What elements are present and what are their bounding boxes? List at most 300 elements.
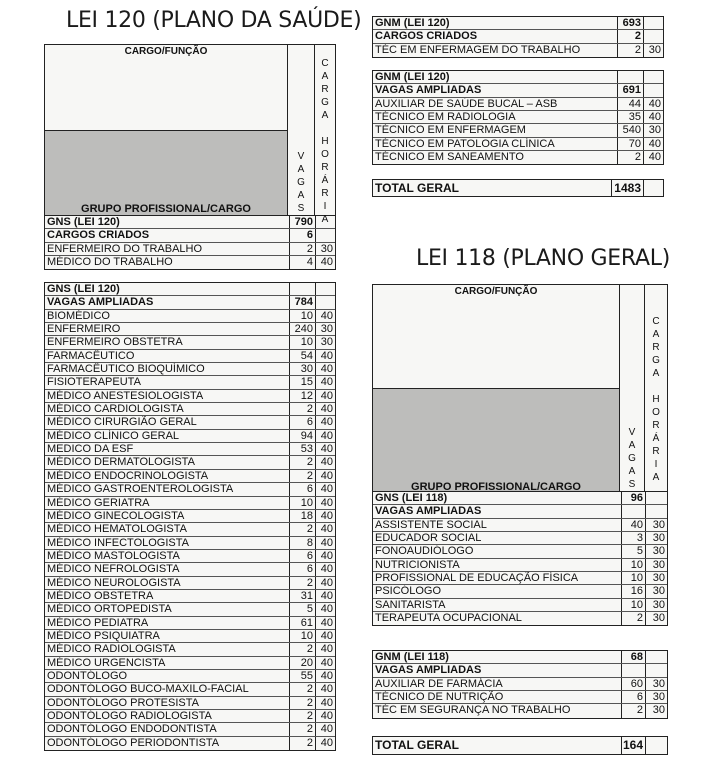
table-row — [45, 456, 335, 469]
heading-lei118: LEI 118 (PLANO GERAL) — [416, 246, 670, 271]
grupo-profissional-label: GRUPO PROFISSIONAL/CARGO — [411, 480, 581, 493]
cargo-label: MÉDICO CLÍNICO GERAL — [47, 429, 180, 442]
header-letter: G — [652, 355, 660, 366]
vagas-cell: 693 — [617, 17, 643, 29]
carga-horaria-cell: 40 — [315, 390, 335, 402]
carga-horaria-cell: 30 — [645, 599, 667, 611]
total-label: TOTAL GERAL — [375, 738, 459, 752]
cargo-label: TÉC EM ENFERMAGEM DO TRABALHO — [375, 43, 581, 56]
carga-horaria-cell: 40 — [315, 577, 335, 589]
carga-horaria-cell — [645, 651, 667, 663]
total-vagas: 1483 — [611, 180, 643, 196]
cargo-label: ODONTÓLOGO BUCO-MAXILO-FACIAL — [47, 683, 249, 696]
cargo-label: FONOAUDIÓLOGO — [375, 545, 474, 558]
carga-horaria-cell: 30 — [643, 124, 663, 136]
header-letter: A — [628, 466, 636, 477]
header-letter: R — [321, 188, 329, 199]
cargo-label: MÉDICO DO TRABALHO — [47, 256, 173, 269]
cargo-label: MÉDICO PEDIATRA — [47, 616, 149, 629]
carga-horaria-cell: 40 — [315, 723, 335, 735]
lei120-gns-vagas-ampliadas-table — [44, 282, 336, 751]
table-row — [45, 430, 335, 443]
carga-horaria-cell: 40 — [315, 403, 335, 415]
carga-horaria-cell: 40 — [643, 138, 663, 150]
carga-horaria-cell — [643, 71, 663, 83]
header-letter: R — [652, 342, 660, 353]
table-row — [45, 563, 335, 576]
carga-horaria-cell: 40 — [643, 151, 663, 164]
carga-horaria-cell: 40 — [643, 98, 663, 110]
cargo-label: AUXILIAR DE FARMÁCIA — [375, 677, 503, 690]
cargo-label: TÉCNICO DE NUTRIÇÃO — [375, 691, 504, 704]
table-row — [45, 510, 335, 523]
table-row — [45, 577, 335, 590]
cargo-label: ODONTÓLOGO PROTESISTA — [47, 696, 199, 709]
vagas-cell: 2 — [617, 151, 643, 164]
vagas-cell: 2 — [289, 643, 315, 655]
carga-horaria-column-header — [314, 45, 335, 225]
table-row — [45, 376, 335, 389]
vagas-cell: 40 — [621, 519, 645, 531]
vagas-cell: 2 — [617, 44, 643, 57]
cargo-label: BIOMÉDICO — [47, 309, 110, 322]
cargo-label: CARGOS CRIADOS — [375, 30, 478, 43]
table-row — [45, 497, 335, 510]
table-row — [373, 111, 663, 124]
table-row — [45, 470, 335, 483]
vagas-cell: 2 — [289, 723, 315, 735]
carga-horaria-column-header — [644, 285, 667, 491]
carga-horaria-cell — [645, 505, 667, 517]
total-carga — [645, 737, 667, 754]
table-row — [45, 657, 335, 670]
carga-horaria-cell — [643, 17, 663, 29]
vagas-cell — [621, 664, 645, 676]
table-row — [45, 296, 335, 309]
vagas-cell: 2 — [617, 30, 643, 42]
carga-horaria-cell: 30 — [645, 545, 667, 557]
carga-horaria-cell: 30 — [315, 243, 335, 255]
table-row — [373, 124, 663, 137]
cargo-label: ENFERMEIRO — [47, 323, 121, 336]
header-letter: C — [321, 58, 329, 69]
vagas-cell: 61 — [289, 617, 315, 629]
header-letter: A — [652, 472, 660, 483]
cargo-label: MÉDICO HEMATOLOGISTA — [47, 523, 187, 536]
cargo-label: ODONTÓLOGO ENDODONTISTA — [47, 723, 217, 736]
carga-horaria-cell: 30 — [645, 559, 667, 571]
cargo-label: MÉDICO OBSTETRA — [47, 589, 154, 602]
carga-horaria-cell: 40 — [315, 256, 335, 269]
vagas-cell: 2 — [289, 683, 315, 695]
header-letter: O — [321, 149, 329, 160]
table-row — [373, 492, 667, 505]
vagas-cell: 31 — [289, 590, 315, 602]
carga-horaria-cell: 40 — [315, 563, 335, 575]
table-row — [45, 590, 335, 603]
vagas-cell: 10 — [289, 497, 315, 509]
header-letter: R — [652, 446, 660, 457]
vagas-cell: 784 — [289, 296, 315, 308]
carga-horaria-cell: 40 — [643, 111, 663, 123]
cargo-label: FISIOTERAPEUTA — [47, 376, 141, 389]
vagas-cell: 2 — [289, 243, 315, 255]
vagas-cell: 240 — [289, 323, 315, 335]
table-row — [45, 617, 335, 630]
carga-horaria-cell: 30 — [645, 612, 667, 625]
header-letter: H — [652, 394, 660, 405]
table-row — [45, 603, 335, 616]
vagas-cell: 6 — [289, 550, 315, 562]
table-row — [373, 44, 663, 57]
cargo-label: MÉDICO CARDIOLOGISTA — [47, 403, 184, 416]
table-row — [373, 572, 667, 585]
table-row — [45, 310, 335, 323]
carga-horaria-cell — [643, 30, 663, 42]
cargo-label: FARMACÊUTICO BIOQUÍMICO — [47, 363, 205, 376]
cargo-label: PSICÓLOGO — [375, 585, 442, 598]
cargo-label: ODONTÓLOGO — [47, 669, 128, 682]
cargo-funcao-label: CARGO/FUNÇÃO — [373, 285, 619, 389]
vagas-cell: 44 — [617, 98, 643, 110]
table-row — [45, 630, 335, 643]
vagas-cell — [621, 505, 645, 517]
table-row — [373, 585, 667, 598]
table-row — [373, 545, 667, 558]
table-row — [373, 151, 663, 164]
header-letter: A — [652, 368, 660, 379]
carga-horaria-cell: 40 — [315, 310, 335, 322]
vagas-cell: 10 — [289, 630, 315, 642]
vagas-cell: 94 — [289, 430, 315, 442]
carga-horaria-cell: 40 — [315, 523, 335, 535]
vagas-cell: 2 — [621, 704, 645, 717]
vagas-cell: 691 — [617, 84, 643, 96]
lei118-gns-table — [372, 284, 668, 626]
cargo-label: SANITARISTA — [375, 598, 446, 611]
vagas-cell: 18 — [289, 510, 315, 522]
cargo-label: MÉDICO GERIATRA — [47, 496, 150, 509]
vagas-cell — [617, 71, 643, 83]
carga-horaria-cell: 40 — [315, 617, 335, 629]
carga-horaria-cell: 30 — [645, 678, 667, 690]
table-row — [373, 651, 667, 664]
cargo-label: ODONTÓLOGO RADIOLOGISTA — [47, 710, 212, 722]
cargo-label: GNS (LEI 120) — [47, 216, 120, 228]
cargo-label: VAGAS AMPLIADAS — [375, 84, 482, 97]
table-row — [45, 683, 335, 696]
cargo-label: ASSISTENTE SOCIAL — [375, 518, 487, 531]
header-letter: Á — [652, 433, 660, 444]
carga-horaria-cell: 30 — [645, 519, 667, 531]
vagas-cell: 53 — [289, 443, 315, 455]
vagas-cell: 2 — [289, 710, 315, 722]
total-row — [373, 180, 663, 196]
table-row — [373, 84, 663, 97]
total-carga — [643, 180, 663, 196]
total-row — [373, 737, 667, 754]
table-row — [45, 723, 335, 736]
header-letter: R — [652, 420, 660, 431]
cargo-label: TÉCNICO EM SANEAMENTO — [375, 151, 524, 164]
header-letter: H — [321, 136, 329, 147]
header-letter: A — [321, 110, 329, 121]
header-letter: V — [628, 427, 636, 438]
vagas-cell: 30 — [289, 363, 315, 375]
cargo-label: VAGAS AMPLIADAS — [47, 296, 154, 309]
vagas-cell: 15 — [289, 376, 315, 388]
cargo-label: MÉDICO URGENCISTA — [47, 656, 166, 669]
carga-horaria-cell: 30 — [645, 704, 667, 717]
table-row — [45, 670, 335, 683]
table-row — [373, 519, 667, 532]
carga-horaria-cell: 40 — [315, 683, 335, 695]
cargo-label: ENFERMEIRO OBSTETRA — [47, 336, 183, 349]
table-row — [45, 523, 335, 536]
header-letter: S — [628, 479, 636, 490]
table-row — [373, 599, 667, 612]
vagas-cell: 2 — [289, 697, 315, 709]
cargo-label: GNM (LEI 120) — [375, 17, 450, 29]
carga-horaria-cell: 40 — [315, 657, 335, 669]
cargo-label: MÉDICO PSIQUIATRA — [47, 629, 160, 642]
cargo-label: MÉDICO ANESTESIOLOGISTA — [47, 389, 204, 402]
vagas-cell: 8 — [289, 537, 315, 549]
table-row — [45, 697, 335, 710]
table-row — [373, 691, 667, 704]
lei120-gnm-vagas-ampliadas-table — [372, 70, 664, 165]
table-row — [373, 505, 667, 518]
cargo-label: MÉDICO NEUROLOGISTA — [47, 576, 181, 589]
table-row — [45, 737, 335, 750]
carga-horaria-cell — [315, 283, 335, 295]
header-letter: G — [321, 97, 329, 108]
header-letter: O — [652, 407, 660, 418]
table-row — [373, 532, 667, 545]
carga-horaria-cell: 40 — [315, 737, 335, 750]
vagas-cell: 54 — [289, 350, 315, 362]
carga-horaria-cell: 30 — [645, 572, 667, 584]
table-row — [45, 256, 335, 269]
table-row — [373, 98, 663, 111]
carga-horaria-cell — [315, 229, 335, 241]
vagas-cell: 68 — [621, 651, 645, 663]
total-label: TOTAL GERAL — [375, 181, 459, 195]
cargo-label: TÉCNICO EM PATOLOGIA CLÍNICA — [375, 137, 555, 150]
vagas-cell: 540 — [617, 124, 643, 136]
table-row — [45, 216, 335, 229]
table-row — [373, 138, 663, 151]
header-letter — [652, 380, 660, 393]
vagas-cell: 4 — [289, 256, 315, 269]
vagas-cell: 2 — [621, 612, 645, 625]
carga-horaria-cell: 40 — [315, 497, 335, 509]
carga-horaria-cell: 30 — [645, 691, 667, 703]
carga-horaria-cell: 40 — [315, 376, 335, 388]
carga-horaria-cell: 30 — [643, 44, 663, 57]
header-letter: G — [628, 453, 636, 464]
cargo-label: TÉCNICO EM ENFERMAGEM — [375, 124, 526, 137]
vagas-cell — [289, 283, 315, 295]
vagas-cell: 6 — [289, 229, 315, 241]
cargo-label: MÉDICO ENDOCRINOLOGISTA — [47, 469, 209, 482]
cargo-label: MÉDICO DERMATOLOGISTA — [47, 456, 195, 469]
table-row — [373, 612, 667, 625]
carga-horaria-cell: 30 — [315, 336, 335, 348]
header-letter: V — [297, 151, 305, 162]
carga-horaria-cell: 40 — [315, 483, 335, 495]
carga-horaria-cell: 30 — [645, 532, 667, 544]
table-row — [373, 664, 667, 677]
group-header-shaded — [45, 131, 287, 216]
carga-horaria-cell: 40 — [315, 710, 335, 722]
cargo-label: GNS (LEI 118) — [375, 492, 448, 504]
carga-horaria-cell: 40 — [315, 510, 335, 522]
cargo-label: MÉDICO ORTOPEDISTA — [47, 603, 172, 616]
cargo-label: TERAPEUTA OCUPACIONAL — [375, 612, 522, 625]
group-header-shaded — [373, 389, 619, 492]
header-letter: C — [652, 316, 660, 327]
table-row — [45, 336, 335, 349]
vagas-cell: 6 — [621, 691, 645, 703]
header-letter: A — [321, 214, 329, 225]
carga-horaria-cell: 40 — [315, 363, 335, 375]
cargo-label: VAGAS AMPLIADAS — [375, 664, 482, 677]
header-letter — [321, 122, 329, 135]
cargo-label: TÉCNICO EM RADIOLOGIA — [375, 111, 516, 124]
carga-horaria-cell: 40 — [315, 603, 335, 615]
lei118-gnm-table — [372, 650, 668, 719]
table-row — [45, 229, 335, 242]
vagas-cell: 16 — [621, 585, 645, 597]
carga-horaria-cell: 40 — [315, 630, 335, 642]
carga-horaria-cell: 40 — [315, 590, 335, 602]
carga-horaria-cell: 40 — [315, 550, 335, 562]
cargo-label: VAGAS AMPLIADAS — [375, 505, 482, 518]
carga-horaria-cell: 30 — [315, 323, 335, 335]
vagas-cell: 2 — [289, 470, 315, 482]
vagas-cell: 3 — [621, 532, 645, 544]
cargo-label: MÉDICO INFECTOLOGISTA — [47, 536, 189, 549]
vagas-cell: 790 — [289, 216, 315, 228]
lei120-cargos-criados-table — [44, 44, 336, 270]
cargo-label: TÉC EM SEGURANÇA NO TRABALHO — [375, 704, 571, 717]
table-row — [45, 350, 335, 363]
vagas-cell: 70 — [617, 138, 643, 150]
cargo-label: MÉDICO RADIOLOGISTA — [47, 643, 176, 656]
cargo-label: MEDICO DA ESF — [47, 443, 134, 456]
vagas-cell: 12 — [289, 390, 315, 402]
table-row — [373, 17, 663, 30]
carga-horaria-cell — [645, 492, 667, 504]
vagas-cell: 6 — [289, 563, 315, 575]
vagas-column-header — [619, 285, 644, 491]
header-letter: A — [652, 329, 660, 340]
vagas-cell: 6 — [289, 416, 315, 428]
carga-horaria-cell — [315, 296, 335, 308]
cargo-label: MÉDICO GASTROENTEROLOGISTA — [47, 483, 234, 496]
table-row — [373, 704, 667, 717]
vagas-cell: 60 — [621, 678, 645, 690]
cargo-label: GNM (LEI 120) — [375, 71, 450, 83]
total-vagas: 164 — [622, 738, 643, 752]
vagas-cell: 55 — [289, 670, 315, 682]
lei118-total-table — [372, 736, 668, 755]
cargo-label: MÉDICO GINECOLOGISTA — [47, 509, 185, 522]
vagas-cell: 10 — [621, 559, 645, 571]
table-header — [373, 285, 667, 492]
vagas-cell: 2 — [289, 577, 315, 589]
header-letter: G — [297, 177, 305, 188]
cargo-label: AUXILIAR DE SAÚDE BUCAL – ASB — [375, 97, 558, 110]
table-row — [45, 363, 335, 376]
carga-horaria-cell: 40 — [315, 470, 335, 482]
table-row — [45, 710, 335, 723]
cargo-label: MÉDICO CIRURGIÃO GERAL — [47, 416, 197, 429]
cargo-label: GNM (LEI 118) — [375, 651, 449, 663]
table-row — [373, 559, 667, 572]
lei120-gnm-cargos-criados-table — [372, 16, 664, 58]
header-letter: R — [321, 84, 329, 95]
cargo-label: ENFERMEIRO DO TRABALHO — [47, 242, 203, 255]
header-letter: S — [297, 203, 305, 214]
header-letter: A — [628, 440, 636, 451]
carga-horaria-cell: 40 — [315, 456, 335, 468]
vagas-cell: 5 — [289, 603, 315, 615]
table-row — [373, 30, 663, 43]
vagas-cell: 35 — [617, 111, 643, 123]
header-letter: I — [323, 201, 327, 212]
vagas-cell: 2 — [289, 737, 315, 750]
table-row — [45, 483, 335, 496]
cargo-label: CARGOS CRIADOS — [47, 229, 150, 242]
header-letter: I — [654, 459, 658, 470]
cargo-label: ODONTÓLOGO PERIODONTISTA — [47, 736, 220, 749]
table-row — [45, 403, 335, 416]
cargo-label: MÉDICO MASTOLOGISTA — [47, 549, 180, 562]
cargo-label: MÉDICO NEFROLOGISTA — [47, 563, 180, 576]
header-letter: A — [297, 164, 305, 175]
table-row — [45, 643, 335, 656]
header-letter: A — [321, 71, 329, 82]
vagas-cell: 10 — [289, 310, 315, 322]
cargo-label: NUTRICIONISTA — [375, 558, 460, 571]
vagas-cell: 96 — [621, 492, 645, 504]
carga-horaria-cell: 40 — [315, 430, 335, 442]
vagas-cell: 2 — [289, 523, 315, 535]
vagas-cell: 6 — [289, 483, 315, 495]
table-row — [373, 678, 667, 691]
table-row — [45, 416, 335, 429]
vagas-cell: 2 — [289, 403, 315, 415]
grupo-profissional-label: GRUPO PROFISSIONAL/CARGO — [81, 202, 251, 215]
table-row — [45, 283, 335, 296]
header-letter: Á — [321, 175, 329, 186]
carga-horaria-cell: 40 — [315, 443, 335, 455]
carga-horaria-cell: 40 — [315, 350, 335, 362]
carga-horaria-cell — [645, 664, 667, 676]
carga-horaria-cell: 40 — [315, 670, 335, 682]
header-letter: A — [297, 190, 305, 201]
table-row — [45, 323, 335, 336]
cargo-label: FARMACÊUTICO — [47, 349, 135, 362]
vagas-cell: 2 — [289, 456, 315, 468]
cargo-funcao-label: CARGO/FUNÇÃO — [45, 45, 287, 131]
cargo-label: PROFISSIONAL DE EDUCAÇÃO FÍSICA — [375, 572, 579, 585]
vagas-column-header — [287, 45, 314, 215]
vagas-cell: 10 — [621, 572, 645, 584]
carga-horaria-cell: 40 — [315, 697, 335, 709]
